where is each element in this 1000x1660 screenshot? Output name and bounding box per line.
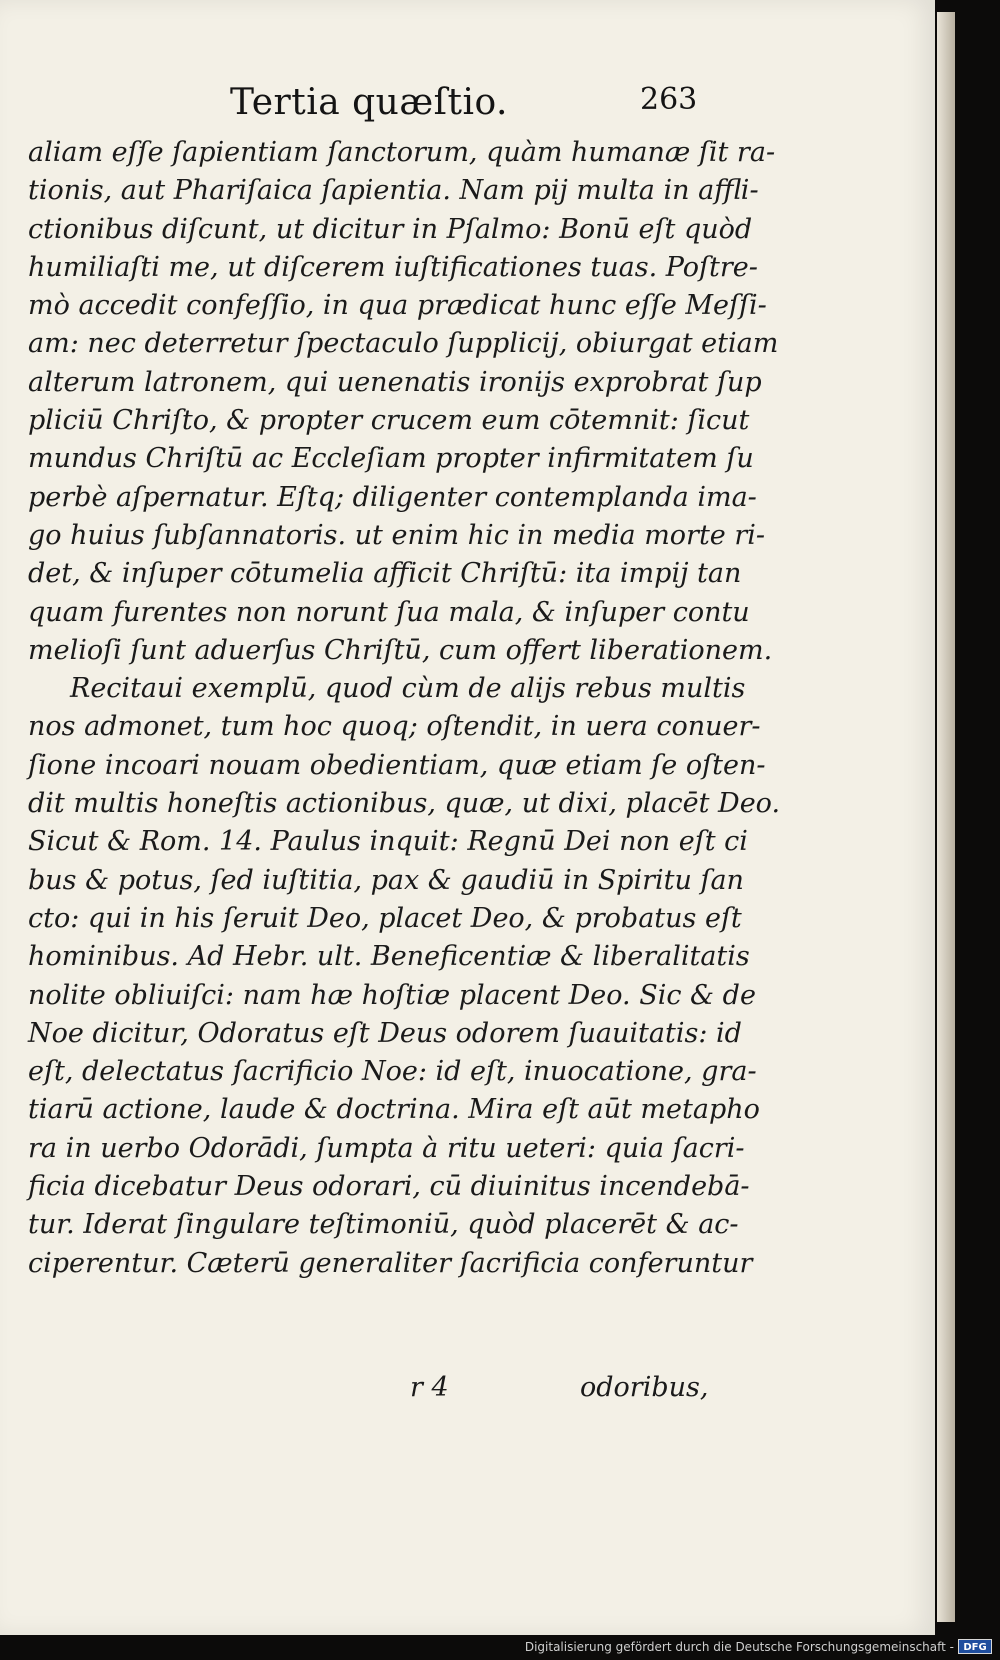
text-line: alterum latronem, qui uenenatis ironijs exprobrat ſup xyxy=(28,366,762,398)
text-line: nos admonet, tum hoc quoq; oſtendit, in uera conuer- xyxy=(28,711,761,743)
credit-bar xyxy=(0,1635,1000,1660)
text-line: perbè aſpernatur. Eſtq; diligenter contemplanda ima- xyxy=(28,481,757,513)
body-text xyxy=(28,134,781,1283)
text-line: det, & inſuper cōtumelia afficit Chriſtū: ita impij tan xyxy=(28,558,742,590)
text-line: ciperentur. Cæterū generaliter ſacrificia conferuntur xyxy=(28,1247,753,1279)
text-line: melioſi ſunt aduerſus Chriſtū, cum offert liberationem. xyxy=(28,634,773,666)
paragraph-start-line: Recitaui exemplū, quod cùm de alijs rebus multis xyxy=(70,673,746,705)
text-line: quam furentes non norunt ſua mala, & inſuper contu xyxy=(28,596,750,628)
text-line: bus & potus, ſed iuſtitia, pax & gaudiū in Spiritu ſan xyxy=(28,864,744,896)
page-footer xyxy=(0,1372,935,1412)
text-line: tiarū actione, laude & doctrina. Mira eſt aūt metapho xyxy=(28,1094,760,1126)
text-line: am: nec deterretur ſpectaculo ſupplicij, obiurgat etiam xyxy=(28,328,779,360)
signature-mark: r 4 xyxy=(410,1372,449,1403)
text-line: humiliaſti me, ut diſcerem iuſtificationes tuas. Poſtre- xyxy=(28,251,758,283)
text-line: mò accedit confeſſio, in qua prædicat hunc eſſe Meſſi- xyxy=(28,290,767,322)
text-line: ſione incoari nouam obedientiam, quæ etiam ſe oſten- xyxy=(28,749,766,781)
text-line: mundus Chriſtū ac Eccleſiam propter infirmitatem ſu xyxy=(28,443,754,475)
text-line: ctionibus diſcunt, ut dicitur in Pſalmo: Bonū eſt quòd xyxy=(28,213,753,245)
text-line: tur. Iderat ſingulare teſtimoniū, quòd placerēt & ac- xyxy=(28,1209,739,1241)
text-line: go huius ſubſannatoris. ut enim hic in media morte ri- xyxy=(28,519,766,551)
text-line: hominibus. Ad Hebr. ult. Beneficentiæ & liberalitatis xyxy=(28,941,750,973)
text-line: Noe dicitur, Odoratus eſt Deus odorem ſuauitatis: id xyxy=(28,1017,742,1049)
text-line: cto: qui in his ſeruit Deo, placet Deo, & probatus eſt xyxy=(28,902,742,934)
page-number: 263 xyxy=(640,82,698,117)
text-line: Sicut & Rom. 14. Paulus inquit: Regnū Dei non eſt ci xyxy=(28,826,748,858)
catchword: odoribus, xyxy=(580,1372,709,1403)
page-header xyxy=(0,76,935,126)
running-title: Tertia quæſtio. xyxy=(230,82,508,123)
text-line: nolite obliuiſci: nam hæ hoſtiæ placent Deo. Sic & de xyxy=(28,979,756,1011)
page-edge xyxy=(937,12,955,1622)
text-line: dit multis honeſtis actionibus, quæ, ut dixi, placēt Deo. xyxy=(28,788,781,820)
funding-credit: Digitalisierung gefördert durch die Deutsche Forschungsgemeinschaft - xyxy=(524,1640,954,1654)
text-line: pliciū Chriſto, & propter crucem eum cōtemnit: ſicut xyxy=(28,405,750,437)
text-line: aliam eſſe ſapientiam ſanctorum, quàm humanæ ſit ra- xyxy=(28,137,776,168)
dfg-logo: DFG xyxy=(958,1639,992,1654)
text-line: ra in uerbo Odorādi, ſumpta à ritu ueteri: quia ſacri- xyxy=(28,1132,745,1164)
text-line: eſt, delectatus ſacrificio Noe: id eſt, inuocatione, gra- xyxy=(28,1056,757,1088)
text-line: ficia dicebatur Deus odorari, cū diuinitus incendebā- xyxy=(28,1171,750,1203)
text-line: tionis, aut Phariſaica ſapientia. Nam pij multa in affli- xyxy=(28,175,759,207)
